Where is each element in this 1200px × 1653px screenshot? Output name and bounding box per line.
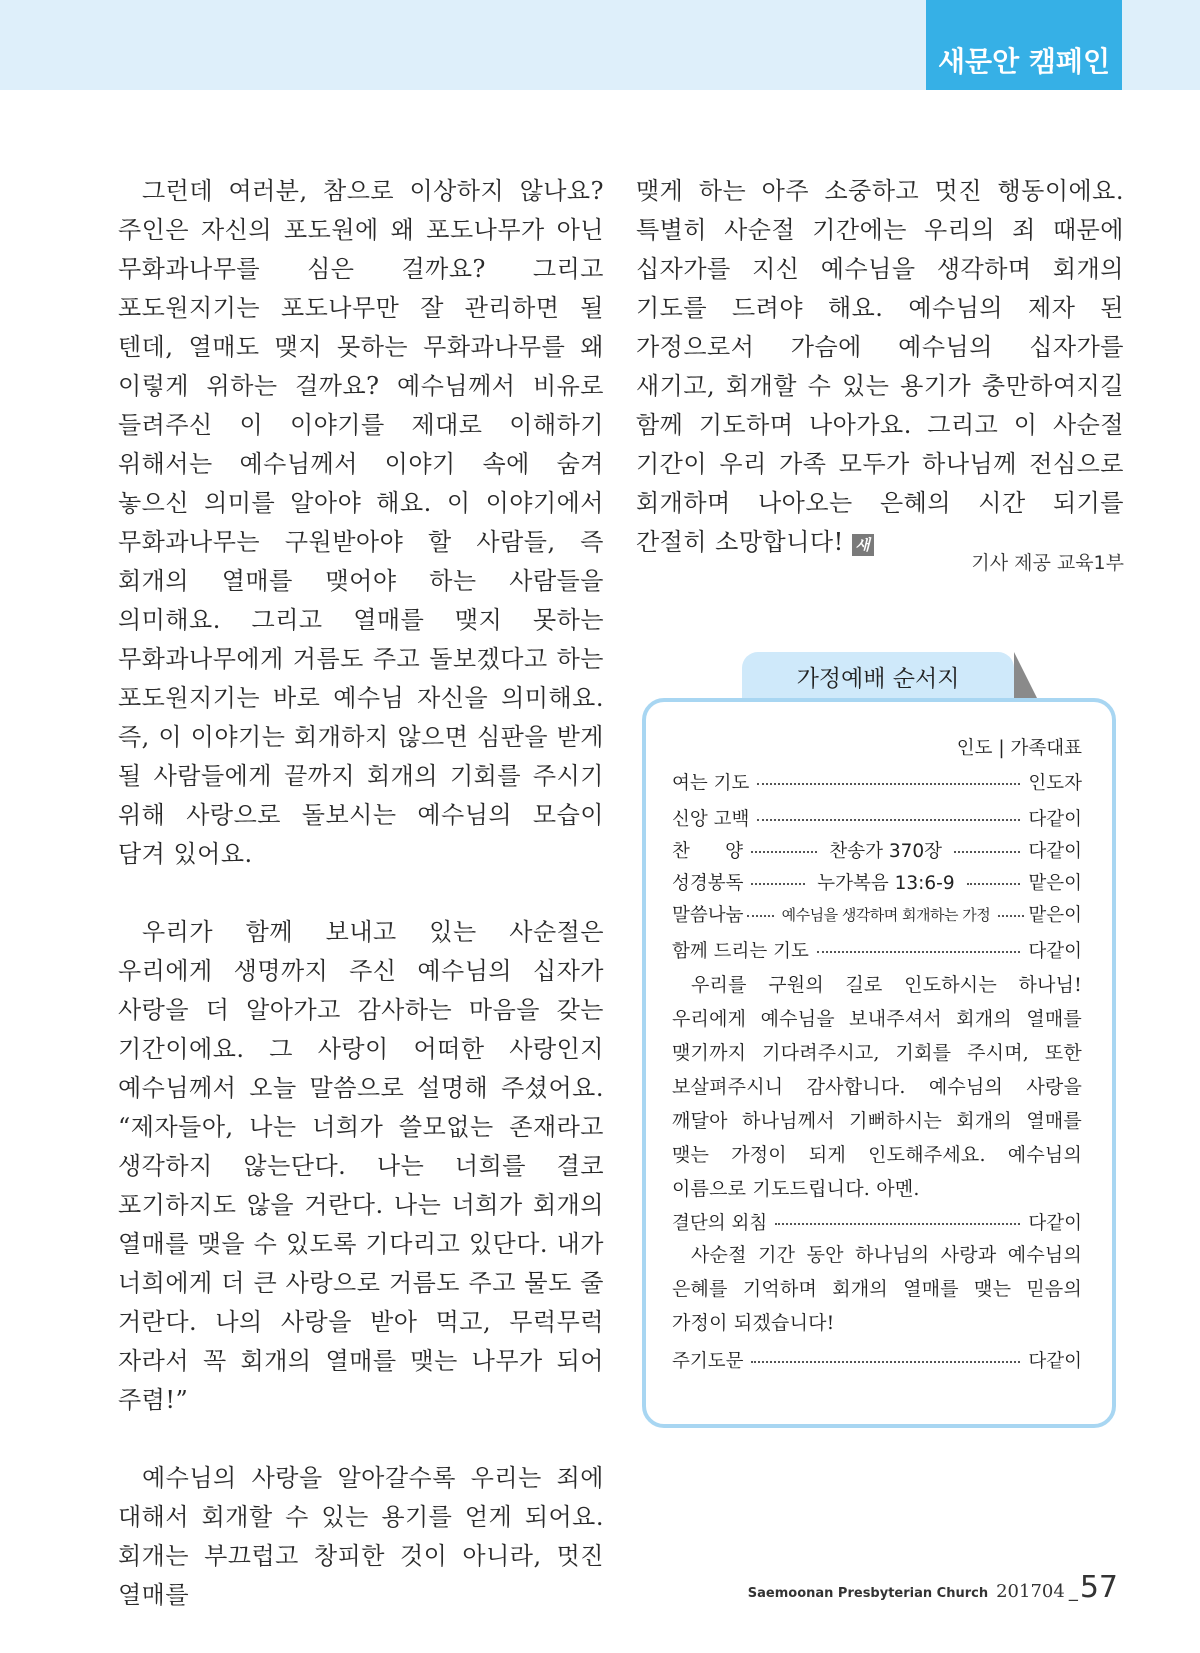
dot-leader — [757, 783, 1020, 785]
order-value: 다같이 — [1028, 1351, 1082, 1372]
order-label: 성경봉독 — [672, 873, 744, 894]
worship-order-content — [672, 732, 1082, 1376]
dot-leader — [751, 1361, 1020, 1363]
order-label: 말씀나눔 — [672, 905, 744, 926]
page-footer — [748, 1570, 1118, 1605]
leader-line: 인도 | 가족대표 — [956, 738, 1082, 759]
order-label: 찬 양 — [672, 841, 744, 862]
dot-leader — [967, 883, 1021, 885]
order-value: 맡은이 — [1028, 873, 1082, 894]
continued-text: 맺게 하는 아주 소중하고 멋진 행동이에요. 특별히 사순절 기간에는 우리의 죄 때문에 십자가를 지신 예수님을 생각하며 회개의 기도를 드려야 해요. 예수님의 제자 된 가정으로서 가슴에 예수님의 십자가를 새기고, 회개할 수 있는 용기가 충만하여지길 함께 기도하며 나아가요. 그리고 이 사순절 기간이 우리 가족 모두가 하나님께 전심으로 회개하며 나아오는 은혜의 시간 되기를 간절히 소망합니다! — [636, 177, 1124, 556]
order-detail: 예수님을 생각하며 회개하는 가정 — [781, 905, 991, 924]
page-number: 57 — [1079, 1570, 1118, 1605]
dot-leader — [747, 915, 773, 917]
order-value: 맡은이 — [1028, 905, 1082, 926]
resolution-text: 사순절 기간 동안 하나님의 사랑과 예수님의 은혜를 기억하며 회개의 열매를 맺는 믿음의 가정이 되겠습니다! — [672, 1244, 1082, 1334]
tab-fold-decoration — [1014, 652, 1038, 700]
right-column — [636, 172, 1124, 562]
body-paragraph: 예수님의 사랑을 알아갈수록 우리는 죄에 대해서 회개할 수 있는 용기를 얻게 되어요. 회개는 부끄럽고 창피한 것이 아니라, 멋진 열매를 — [118, 1464, 604, 1609]
order-row — [672, 802, 1082, 834]
prayer-text: 우리를 구원의 길로 인도하시는 하나님! 우리에게 예수님을 보내주셔서 회개의 열매를 맺기까지 기다려주시고, 기회를 주시며, 또한 보살펴주시니 감사합니다. 예수님의 사랑을 깨달아 하나님께서 기뻐하시는 회개의 열매를 맺는 가정이 되게 인도해주세요. 예수님의 이름으로 기도드립니다. 아멘. — [672, 974, 1082, 1200]
order-row — [672, 934, 1082, 966]
order-row — [672, 1344, 1082, 1376]
order-value: 다같이 — [1028, 1213, 1082, 1234]
footer-separator: _ — [1068, 1581, 1078, 1602]
order-row — [672, 834, 1082, 866]
order-value: 다같이 — [1028, 841, 1082, 862]
order-row — [672, 866, 1082, 898]
article-credit: 기사 제공 교육1부 — [971, 552, 1124, 574]
dot-leader — [751, 851, 817, 853]
end-mark-icon: 새 — [852, 534, 874, 556]
campaign-label: 새문안 캠페인 — [926, 0, 1122, 90]
body-paragraph: 우리가 함께 보내고 있는 사순절은 우리에게 생명까지 주신 예수님의 십자가 사랑을 더 알아가고 감사하는 마음을 갖는 기간이에요. 그 사랑이 어떠한 사랑인지 예수님께서 오늘 말씀으로 설명해 주셨어요. “제자들아, 나는 너희가 쓸모없는 존재라고 생각하지 않는단다. 나는 너희를 결코 포기하지도 않을 거란다. 나는 너희가 회개의 열매를 맺을 수 있도록 기다리고 있단다. 내가 너희에게 더 큰 사랑으로 거름도 주고 물도 줄 거란다. 나의 사랑을 받아 먹고, 무럭무럭 자라서 꼭 회개의 열매를 맺는 나무가 되어 주렴!” — [118, 918, 604, 1414]
body-paragraph: 그런데 여러분, 참으로 이상하지 않나요? 주인은 자신의 포도원에 왜 포도나무가 아닌 무화과나무를 심은 걸까요? 그리고 포도원지기는 포도나무만 잘 관리하면 될 텐데, 열매도 맺지 못하는 무화과나무를 왜 이렇게 위하는 걸까요? 예수님께서 비유로 들려주신 이 이야기를 제대로 이해하기 위해서는 예수님께서 이야기 속에 숨겨 놓으신 의미를 알아야 해요. 이 이야기에서 무화과나무는 구원받아야 할 사람들, 즉 회개의 열매를 맺어야 하는 사람들을 의미해요. 그리고 열매를 맺지 못하는 무화과나무에게 거름도 주고 돌보겠다고 하는 포도원지기는 바로 예수님 자신을 의미해요. 즉, 이 이야기는 회개하지 않으면 심판을 받게 될 사람들에게 끝까지 회개의 기회를 주시기 위해 사랑으로 돌보시는 예수님의 모습이 담겨 있어요. — [118, 177, 604, 868]
order-label: 여는 기도 — [672, 773, 750, 794]
order-value: 인도자 — [1028, 773, 1082, 794]
dot-leader — [998, 915, 1024, 917]
order-value: 다같이 — [1028, 809, 1082, 830]
worship-box-title: 가정예배 순서지 — [742, 652, 1014, 700]
dot-leader — [954, 851, 1020, 853]
dot-leader — [775, 1223, 1020, 1225]
order-label: 신앙 고백 — [672, 809, 750, 830]
body-paragraph-continued — [636, 172, 1124, 562]
order-row — [672, 766, 1082, 798]
order-detail: 누가복음 13:6-9 — [817, 873, 955, 894]
dot-leader — [817, 951, 1021, 953]
left-column — [118, 172, 604, 1615]
order-label: 주기도문 — [672, 1351, 744, 1372]
order-value: 다같이 — [1028, 941, 1082, 962]
issue-number: 201704 — [996, 1581, 1065, 1602]
dot-leader — [751, 883, 805, 885]
order-row — [672, 898, 1082, 930]
order-row — [672, 1206, 1082, 1238]
order-label: 함께 드리는 기도 — [672, 941, 809, 962]
dot-leader — [757, 819, 1020, 821]
order-detail: 찬송가 370장 — [829, 841, 943, 862]
order-label: 결단의 외침 — [672, 1213, 768, 1234]
church-name: Saemoonan Presbyterian Church — [747, 1586, 989, 1601]
